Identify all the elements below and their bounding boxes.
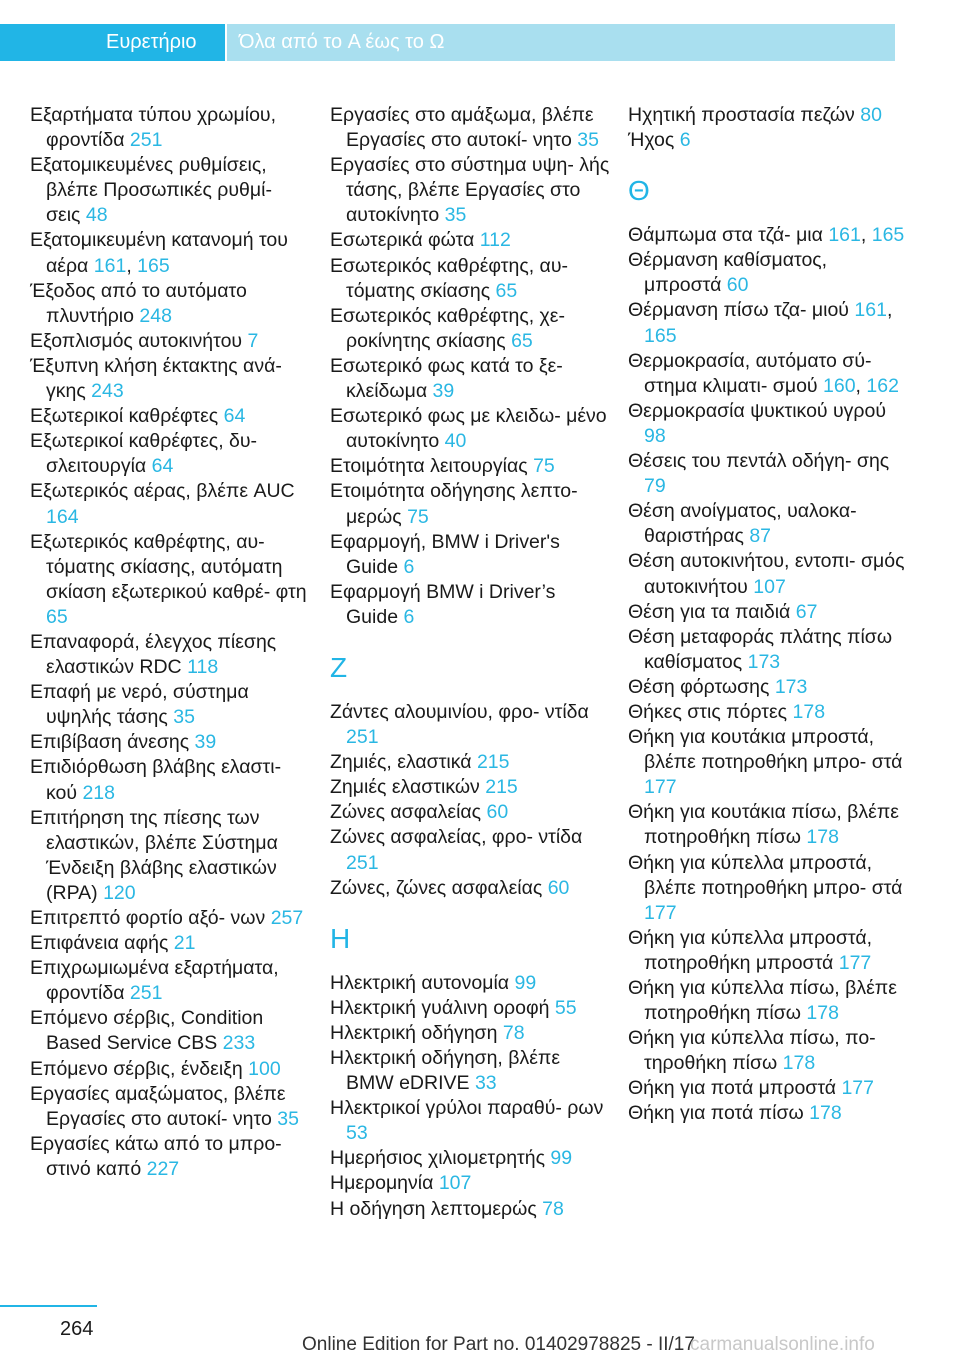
index-entry-text: Ημερομηνία [330, 1172, 434, 1195]
index-entry-text: Θέση για τα παιδιά [628, 600, 791, 623]
index-entry [330, 1197, 610, 1222]
index-entry [330, 1146, 610, 1171]
index-entry [628, 725, 908, 800]
index-entry-text: Εξατομικευμένη κατανομή του αέρα [30, 229, 288, 277]
index-entry [330, 750, 610, 775]
index-entry-text: Θήκη για ποτά πίσω [628, 1102, 804, 1125]
page-reference-link[interactable]: 39 [432, 380, 455, 403]
page-reference-link[interactable]: 75 [533, 455, 555, 478]
page-reference-link[interactable]: 53 [346, 1122, 368, 1145]
index-entry-text: Ήχος [628, 129, 675, 152]
index-entry-text: Εξατομικευμένες ρυθμίσεις, βλέπε Προσωπικές ρυθμί‐ σεις [30, 154, 272, 227]
header-tab-index-label: Ευρετήριο [106, 31, 197, 53]
index-entry-text: Εξωτερικοί καθρέφτες, δυ‐ σλειτουργία [30, 430, 258, 478]
header-tab-a-to-z[interactable] [227, 24, 895, 61]
page-reference-link[interactable]: 35 [277, 1107, 299, 1130]
page-reference-link[interactable]: 161 [854, 299, 887, 322]
index-entry [30, 153, 310, 228]
index-entry [628, 549, 908, 599]
index-entry [330, 479, 610, 529]
page-reference-link[interactable]: 251 [129, 129, 163, 152]
index-entry [628, 800, 908, 850]
index-entry-text: Επιχρωμιωμένα εξαρτήματα, φροντίδα [30, 957, 279, 1005]
index-entry-text: Εσωτερικά φώτα [330, 229, 475, 252]
footer-edition-text: Online Edition for Part no. 01402978825 - II/17 [302, 1334, 695, 1355]
page-reference-link[interactable]: 79 [644, 475, 666, 498]
page-reference-link[interactable]: 87 [749, 525, 772, 548]
index-entry-text: Θέση αυτοκινήτου, εντοπι‐ σμός αυτοκινήτου [628, 550, 905, 598]
index-entry [330, 580, 610, 630]
index-entry [330, 254, 610, 304]
watermark: carmanualsonline.info [690, 1334, 875, 1355]
index-entry-text: Ηχητική προστασία πεζών [628, 104, 855, 126]
page-reference-link[interactable]: 100 [248, 1057, 281, 1080]
index-entry-text: Θέση φόρτωσης [628, 675, 770, 698]
page-reference-link[interactable]: 80 [860, 104, 882, 126]
index-entry-text: Επιδιόρθωση βλάβης ελαστι‐ κού [30, 756, 282, 804]
index-entry-text: Εσωτερικός καθρέφτης, χε‐ ροκίνητης σκίασης [330, 304, 565, 352]
index-entry [628, 851, 908, 926]
index-entry [30, 404, 310, 429]
index-entry-text: Επόμενο σέρβις, ένδειξη [30, 1057, 243, 1080]
page-reference-link[interactable]: 162 [866, 374, 899, 397]
index-entry-text: Θήκες στις πόρτες [628, 700, 788, 723]
index-entry [628, 103, 908, 128]
index-entry [628, 926, 908, 976]
index-entry-text: Η οδήγηση λεπτομερώς [330, 1197, 537, 1220]
page-reference-link[interactable]: 248 [139, 304, 172, 327]
index-entry [30, 1082, 310, 1132]
page-reference-link[interactable]: 164 [46, 505, 79, 528]
page-reference-link[interactable]: 233 [222, 1032, 256, 1055]
index-entry [30, 1057, 310, 1082]
page-reference-link[interactable]: 65 [511, 329, 533, 352]
page-reference-link[interactable]: 215 [476, 751, 510, 774]
page-reference-link[interactable]: 40 [444, 430, 467, 453]
page-reference-link[interactable]: 60 [726, 274, 749, 297]
index-entry: Εξατομικευμένη κατανομή του αέρα 161, 165 [30, 229, 288, 277]
index-entry-text: Εφαρμογή, BMW i Driver's Guide [330, 530, 560, 578]
index-entry-text: Ετοιμότητα οδήγησης λεπτο‐ μερώς [330, 480, 578, 528]
page-reference-link[interactable]: 75 [407, 505, 429, 528]
page-reference-link[interactable]: 35 [173, 706, 195, 729]
index-entry-text: Εξωτερικοί καθρέφτες [30, 405, 219, 428]
page-reference-link[interactable]: 177 [841, 1077, 874, 1100]
index-entry-text: Εργασίες αμαξώματος, βλέπε Εργασίες στο αυτοκί‐ νητο [30, 1082, 286, 1130]
index-entry [30, 103, 310, 153]
page-reference-link[interactable]: 165 [137, 254, 170, 277]
index-entry-text: Ηλεκτρική οδήγηση [330, 1021, 498, 1044]
index-entry [628, 399, 908, 449]
page-reference-link[interactable]: 120 [103, 881, 136, 904]
index-entry-text: Θήκη για κύπελλα πίσω, βλέπε ποτηροθήκη πίσω [628, 977, 897, 1025]
index-entry-text: Εξοπλισμός αυτοκινήτου [30, 329, 243, 352]
page-reference-link[interactable]: 215 [485, 776, 518, 799]
index-entry [628, 700, 908, 725]
index-entry: Θέρμανση πίσω τζα‐ μιού 161, 165 [628, 299, 893, 347]
index-entry-text: Ημερήσιος χιλιομετρητής [330, 1147, 545, 1170]
page-reference-link[interactable]: 65 [495, 279, 518, 302]
index-entry-text: Θήκη για κύπελλα μπροστά, βλέπε ποτηροθήκη μπρο‐ στά [628, 851, 903, 899]
index-entry [30, 730, 310, 755]
index-entry [330, 404, 610, 454]
index-entry [330, 454, 610, 479]
index-entry-text: Εργασίες στο αμάξωμα, βλέπε Εργασίες στο αυτοκί‐ νητο [330, 104, 594, 152]
index-entry [30, 279, 310, 329]
index-entry-text: Ετοιμότητα λειτουργίας [330, 455, 528, 478]
index-entry [628, 675, 908, 700]
page-reference-link[interactable]: 160 [823, 374, 856, 397]
index-entry [330, 153, 610, 228]
index-entry-text: Ζάντες αλουμινίου, φρο‐ ντίδα [330, 700, 589, 723]
index-entry [628, 600, 908, 625]
index-entry [330, 304, 610, 354]
page-reference-link[interactable]: 60 [547, 876, 570, 899]
index-entry [330, 228, 610, 253]
index-entry-text: Θερμοκρασία ψυκτικού υγρού [628, 399, 887, 422]
index-entry-text: Θήκη για κουτάκια μπροστά, βλέπε ποτηροθήκη μπρο‐ στά [628, 726, 903, 774]
index-entry-text: Θήκη για κουτάκια πίσω, βλέπε ποτηροθήκη πίσω [628, 801, 899, 849]
index-entry [30, 906, 310, 931]
index-entry [330, 775, 610, 800]
index-entry-text: Εσωτερικό φως κατά το ξε‐ κλείδωμα [330, 354, 563, 403]
index-entry-text: Θέρμανση καθίσματος, μπροστά [628, 249, 828, 297]
page-reference-link[interactable]: 178 [806, 1002, 839, 1025]
index-entry [30, 630, 310, 680]
index-entry-text: Επαφή με νερό, σύστημα υψηλής τάσης [30, 681, 249, 729]
index-entry [30, 329, 310, 354]
index-entry-text: Θέση μεταφοράς πλάτης πίσω καθίσματος [628, 625, 893, 673]
page-reference-link[interactable]: 107 [438, 1172, 472, 1195]
page-reference-link[interactable]: 161 [828, 224, 861, 247]
index-entry [330, 996, 610, 1021]
index-column-3 [628, 103, 908, 1127]
index-entry [628, 1026, 908, 1076]
index-entry [330, 354, 610, 404]
index-entry [628, 1101, 908, 1126]
page-reference-link[interactable]: 257 [270, 907, 304, 929]
page-reference-link[interactable]: 165 [644, 324, 677, 347]
index-entry-text: Επιβίβαση άνεσης [30, 731, 190, 754]
index-entry-text: Εξωτερικός αέρας, βλέπε AUC [30, 480, 295, 503]
page-reference-link[interactable]: 6 [403, 605, 415, 628]
index-entry [330, 971, 610, 996]
page-reference-link[interactable]: 243 [91, 380, 124, 403]
page-reference-link[interactable]: 178 [792, 700, 826, 723]
page-reference-link[interactable]: 251 [129, 982, 163, 1005]
index-entry [628, 248, 908, 298]
page-reference-link[interactable]: 7 [247, 329, 259, 352]
page-reference-link[interactable]: 178 [809, 1102, 842, 1125]
page-reference-link[interactable]: 227 [146, 1157, 180, 1180]
index-entry [628, 976, 908, 1026]
index-entry-text: Εξαρτήματα τύπου χρωμίου, φροντίδα [30, 104, 276, 152]
page-reference-link[interactable]: 39 [194, 731, 217, 754]
page-reference-link[interactable]: 165 [871, 224, 905, 247]
index-entry [330, 1046, 610, 1096]
index-entry-text: Εσωτερικό φως με κλειδω‐ μένο αυτοκίνητο [330, 405, 607, 453]
index-entry-text: Ηλεκτρικοί γρύλοι παραθύ‐ ρων [330, 1097, 604, 1120]
section-letter: H [330, 922, 351, 954]
page-reference-link[interactable]: 35 [444, 204, 467, 227]
page-reference-link[interactable]: 48 [85, 204, 108, 227]
index-entry [30, 931, 310, 956]
index-entry [628, 625, 908, 675]
index-entry [330, 825, 610, 875]
index-entry-text: Θήκη για ποτά μπροστά [628, 1077, 837, 1100]
page-reference-link[interactable]: 98 [644, 424, 666, 447]
page-reference-link[interactable]: 218 [82, 781, 115, 804]
index-entry [330, 700, 610, 750]
page-reference-link[interactable]: 173 [747, 650, 781, 673]
index-entry [30, 680, 310, 730]
index-entry-text: Εργασίες κάτω από το μπρο‐ στινό καπό [30, 1132, 282, 1180]
header-tab-index[interactable] [0, 24, 225, 61]
index-entry [30, 1132, 310, 1182]
page-reference-link[interactable]: 251 [346, 726, 379, 749]
index-column-2 [330, 103, 610, 1222]
index-entry: Θάμπωμα στα τζά‐ μια 161, 165 [628, 224, 905, 247]
page-reference-link[interactable]: 33 [474, 1072, 497, 1095]
index-entry-text: Επόμενο σέρβις, Condition Based Service CBS [30, 1007, 264, 1055]
page-number: 264 [60, 1318, 94, 1340]
index-entry [30, 1006, 310, 1056]
index-entry-text: Επιτήρηση της πίεσης των ελαστικών, βλέπε Σύστημα Ένδειξη βλάβης ελαστικών (RPA) [30, 806, 278, 904]
index-entry-text: Ηλεκτρική οδήγηση, βλέπε BMW eDRIVE [330, 1047, 561, 1095]
page-reference-link[interactable]: 78 [542, 1197, 564, 1220]
index-entry [30, 354, 310, 404]
page-reference-link[interactable]: 107 [753, 575, 786, 598]
page-reference-link[interactable]: 21 [173, 932, 196, 955]
page-reference-link[interactable]: 67 [795, 600, 818, 623]
page-reference-link[interactable]: 6 [679, 129, 691, 152]
page-reference-link[interactable]: 35 [577, 129, 599, 152]
index-entry-text: Θάμπωμα στα τζά‐ μια [628, 224, 823, 247]
index-entry-text: Ζημιές, ελαστικά [330, 751, 472, 774]
page-reference-link[interactable]: 78 [502, 1021, 525, 1044]
index-entry-text: Ηλεκτρική γυάλινη οροφή [330, 996, 550, 1019]
index-entry [330, 103, 610, 153]
index-entry-text: Επιτρεπτό φορτίο αξό‐ νων [30, 907, 266, 929]
page-reference-link[interactable]: 64 [223, 405, 246, 428]
index-entry-text: Έξυπνη κλήση έκτακτης ανά‐ γκης [30, 354, 282, 403]
page-reference-link[interactable]: 177 [838, 951, 872, 974]
index-entry [30, 806, 310, 906]
section-letter: Θ [628, 175, 650, 207]
index-entry [30, 956, 310, 1006]
section-letter: Z [330, 651, 348, 683]
page-reference-link[interactable]: 178 [806, 826, 839, 849]
index-entry-text: Θέση ανοίγματος, υαλοκα‐ θαριστήρας [628, 500, 857, 548]
page-reference-link[interactable]: 6 [403, 555, 415, 578]
index-entry [330, 530, 610, 580]
index-entry [628, 449, 908, 499]
index-entry-text: Εργασίες στο σύστημα υψη‐ λής τάσης, βλέπε Εργασίες στο αυτοκίνητο [330, 154, 610, 227]
index-entry [330, 800, 610, 825]
index-entry [30, 479, 310, 529]
index-entry [330, 1096, 610, 1146]
index-entry-text: Ζώνες ασφαλείας [330, 801, 482, 824]
page-reference-link[interactable]: 177 [644, 901, 677, 924]
index-entry-text: Επαναφορά, έλεγχος πίεσης ελαστικών RDC [30, 630, 277, 679]
index-entry [330, 1021, 610, 1046]
index-entry [628, 128, 908, 153]
page-reference-link[interactable]: 251 [346, 851, 379, 874]
index-entry-text: Έξοδος από το αυτόματο πλυντήριο [30, 279, 247, 327]
index-entry-text: Εξωτερικός καθρέφτης, αυ‐ τόματης σκίασης, αυτόματη σκίαση εξωτερικού καθρέ‐ φτη [30, 530, 307, 603]
index-entry-text: Θέρμανση πίσω τζα‐ μιού [628, 299, 849, 322]
page-number-rule [0, 1305, 97, 1307]
index-entry: Θερμοκρασία, αυτόματο σύ‐ στημα κλιματι‐ σμού 160, 162 [628, 349, 899, 397]
index-entry [628, 499, 908, 549]
index-entry [330, 876, 610, 901]
page-reference-link[interactable]: 64 [151, 455, 174, 478]
index-entry [30, 530, 310, 630]
page-reference-link[interactable]: 112 [479, 229, 511, 252]
index-entry-text: Επιφάνεια αφής [30, 932, 169, 955]
index-entry [628, 1076, 908, 1101]
page-reference-link[interactable]: 65 [46, 605, 68, 628]
page-reference-link[interactable]: 99 [514, 971, 537, 994]
index-entry-text: Θήκη για κύπελλα πίσω, πο‐ τηροθήκη πίσω [628, 1027, 876, 1075]
index-entry [30, 755, 310, 805]
index-entry-text: Ζώνες, ζώνες ασφαλείας [330, 876, 543, 899]
index-entry-text: Θήκη για κύπελλα μπροστά, ποτηροθήκη μπροστά [628, 926, 873, 974]
index-entry-text: Ζημιές ελαστικών [330, 776, 480, 799]
index-entry-text: Θερμοκρασία, αυτόματο σύ‐ στημα κλιματι‐ σμού [628, 349, 872, 397]
index-entry-text: Θέσεις του πεντάλ οδήγη‐ σης [628, 450, 890, 473]
index-column-1 [30, 103, 310, 1182]
index-entry-text: Ζώνες ασφαλείας, φρο‐ ντίδα [330, 826, 583, 849]
page-reference-link[interactable]: 118 [187, 656, 219, 679]
page-reference-link[interactable]: 55 [554, 996, 577, 1019]
page-reference-link[interactable]: 178 [782, 1052, 816, 1075]
header-tab-a-to-z-label: Όλα από το A έως το Ω [239, 31, 445, 53]
index-entry-text: Ηλεκτρική αυτονομία [330, 971, 510, 994]
page-reference-link[interactable]: 60 [486, 801, 509, 824]
index-entry-text: Εφαρμογή BMW i Driver’s Guide [330, 580, 556, 628]
page-reference-link[interactable]: 161 [93, 254, 127, 277]
index-entry [30, 429, 310, 479]
index-entry [330, 1171, 610, 1196]
index-entry-text: Εσωτερικός καθρέφτης, αυ‐ τόματης σκίασης [330, 254, 568, 302]
page-reference-link[interactable]: 99 [550, 1147, 573, 1170]
page-reference-link[interactable]: 173 [774, 675, 808, 698]
page-reference-link[interactable]: 177 [644, 776, 677, 799]
